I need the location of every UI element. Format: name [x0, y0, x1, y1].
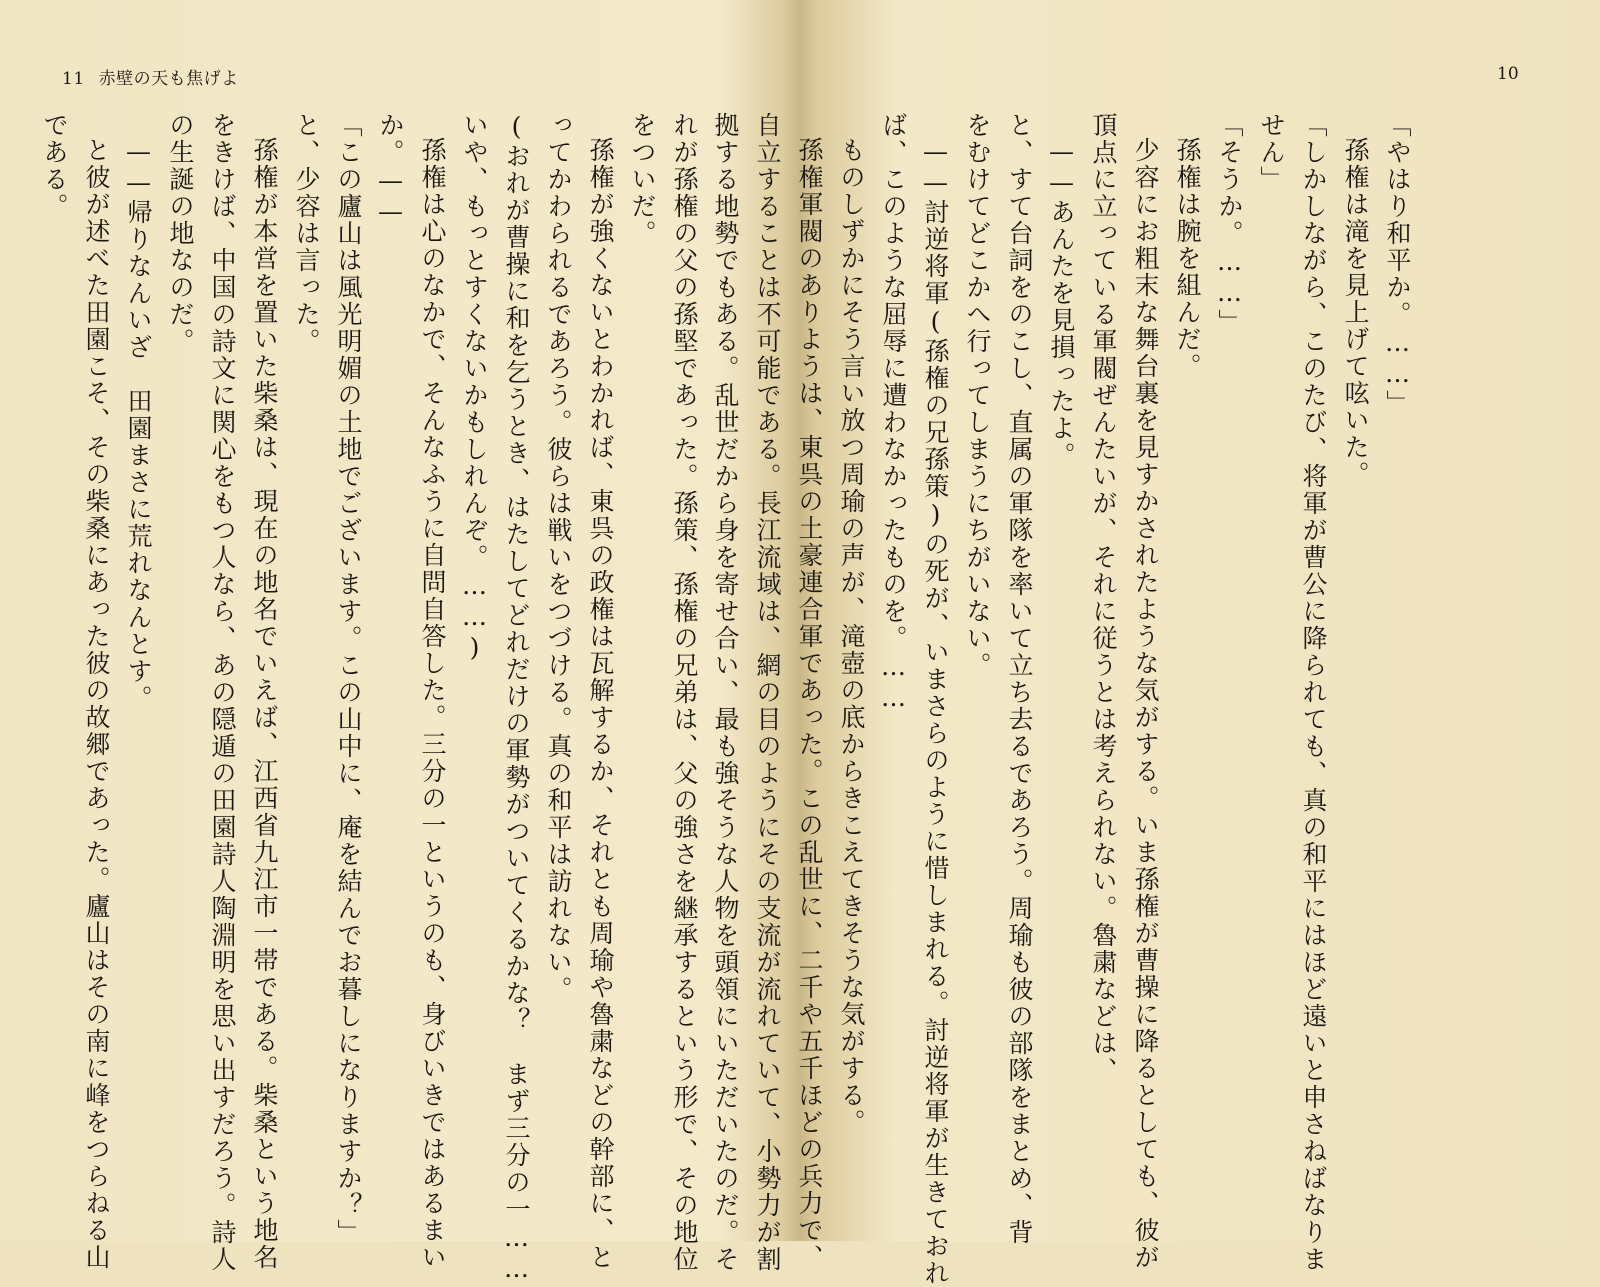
text-line: 「そうか。……」	[1215, 112, 1244, 336]
text-line: (おれが曹操に和を乞うとき、はたしてどれだけの軍勢がついてくるかな？ まず三分の一……	[502, 112, 531, 1285]
text-line: ——あんたを見損ったよ。	[1047, 137, 1076, 469]
running-title: 赤壁の天も焦げよ	[98, 69, 239, 89]
right-page-number: 10	[1497, 64, 1519, 84]
text-line: 「しかしながら、このたび、将軍が曹公に降られても、真の和平にはほど遠いと申さねばなりま	[1299, 112, 1328, 1273]
text-line: ——討逆将軍(孫権の兄孫策)の死が、いまさらのように惜しまれる。討逆将軍が生きておれ	[921, 137, 950, 1287]
text-line: と、少容は言った。	[292, 112, 321, 355]
text-line: ば、このような屈辱に遭わなかったものを。……	[879, 112, 908, 714]
text-line: をついだ。	[628, 112, 657, 247]
text-line: 孫権は腕を組んだ。	[1173, 137, 1202, 380]
text-line: をむけてどこかへ行ってしまうにちがいない。	[963, 112, 992, 679]
text-line: の生誕の地なのだ。	[166, 112, 195, 355]
text-line: 自立することは不可能である。長江流域は、網の目のようにその支流が流れていて、小勢力が割	[753, 112, 782, 1273]
text-line: 「やはり和平か。……」	[1383, 112, 1412, 417]
text-line: と彼が述べた田園こそ、その柴桑にあった彼の故郷であった。廬山はその南に峰をつらねる山	[82, 137, 111, 1271]
text-line: である。	[40, 112, 69, 220]
text-line: れが孫権の父の孫堅であった。孫策、孫権の兄弟は、父の強さを継承するという形で、その地位	[670, 112, 699, 1273]
text-line: 孫権軍閥のありようは、東呉の土豪連合軍であった。この乱世に、二千や五千ほどの兵力で、	[795, 137, 824, 1271]
text-line: 孫権が強くないとわかれば、東呉の政権は瓦解するか、それとも周瑜や魯粛などの幹部に、と	[586, 137, 615, 1271]
text-line: ってかわられるであろう。彼らは戦いをつづける。真の和平は訪れない。	[544, 112, 573, 1003]
text-line: 拠する地勢でもある。乱世だから身を寄せ合い、最も強そうな人物を頭領にいただいたのだ。そ	[711, 112, 740, 1273]
text-line: 孫権は滝を見上げて呟いた。	[1341, 137, 1370, 488]
text-line: ものしずかにそう言い放つ周瑜の声が、滝壺の底からきこえてきそうな気がする。	[837, 137, 866, 1136]
right-page	[711, 0, 1600, 1287]
text-line: か。——	[376, 112, 405, 228]
left-page-header	[62, 64, 239, 89]
right-page-body	[704, 112, 1418, 1287]
text-line: をきけば、中国の詩文に関心をもつ人なら、あの隠遁の田園詩人陶淵明を思い出すだろう。詩人	[208, 112, 237, 1273]
text-line: せん」	[1257, 112, 1286, 193]
text-line: と、すて台詞をのこし、直属の軍隊を率いて立ち去るであろう。周瑜も彼の部隊をまとめ、背	[1005, 112, 1034, 1246]
text-line: 孫権は心のなかで、そんなふうに自問自答した。三分の一というのも、身びいきではあるまい	[418, 137, 447, 1271]
text-line: ——帰りなんいざ 田園まさに荒れなんとす。	[124, 137, 153, 712]
text-line: 少容にお粗末な舞台裏を見すかされたような気がする。いま孫権が曹操に降るとしても、彼が	[1131, 137, 1160, 1271]
left-page	[0, 0, 795, 1285]
text-line: 頂点に立っている軍閥ぜんたいが、それに従うとは考えられない。魯粛などは、	[1089, 112, 1118, 1084]
text-line: いや、もっとすくないかもしれんぞ。……)	[460, 112, 489, 664]
text-line: 孫権が本営を置いた柴桑は、現在の地名でいえば、江西省九江市一帯である。柴桑という地名	[250, 137, 279, 1271]
left-page-number: 11	[62, 69, 85, 89]
text-line: 「この廬山は風光明媚の土地でございます。この山中に、庵を結んでお暮しになりますか？」	[334, 112, 363, 1246]
left-page-body	[33, 112, 705, 1285]
